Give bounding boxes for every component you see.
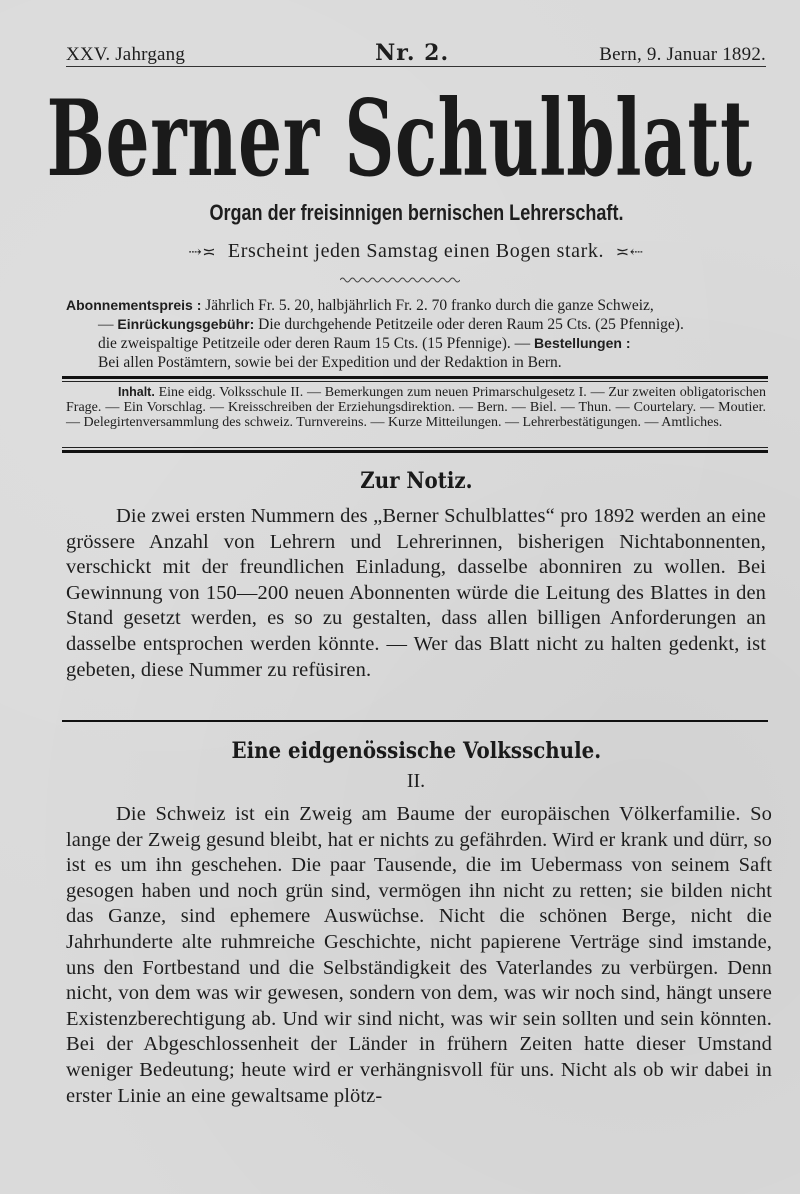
article-body [66, 802, 772, 1109]
fee-line-2 [66, 334, 766, 353]
fee-line [66, 315, 766, 334]
article-paragraph: Die Schweiz ist ein Zweig am Baume der europäischen Völkerfamilie. So lange der Zweig gesund bleibt, hat er nichts zu gefährden. Wird er krank und dürr, so ist es um ihn geschehen. Die paar Tausende, die im Uebermass von seinem Saft gesogen haben und noch grün sind, vermögen ihn nicht zu retten; sie bilden nicht das Ganze, sind ephemere Auswüchse. Nicht die schönen Berge, nicht die Jahrhunderte alte ruhmreiche Geschichte, nicht papierene Verträge sind imstande, uns den Fortbestand und die Selbständigkeit des Vaterlandes zu verbürgen. Denn nicht, von dem was wir gewesen, sondern von dem, was wir noch sind, hängt unsere Existenzberechtigung ab. Und wir sind nicht, was wir sein sollten und sein könnten. Bei der Abgeschlossenheit der Länder in frühern Zeiten hatte dieser Umstand weniger Bedeutung; heute wird er verhängnisvoll für uns. Nicht als ob wir dabei in erster Linie an eine gewaltsame plötz- [66, 803, 772, 1107]
subscription-info [66, 296, 766, 372]
orders-text: Bei allen Postämtern, sowie bei der Expedition und der Redaktion in Bern. [98, 354, 562, 371]
ornament-right-icon: ≍⇠ [615, 244, 644, 261]
place-date: Bern, 9. Januar 1892. [599, 44, 766, 65]
notiz-heading [66, 468, 766, 494]
contents-text: Eine eidg. Volksschule II. — Bemerkungen zum neuen Primarschulgesetz I. — Zur zweiten obligatorischen Frage. — Ein Vorschlag. — Kreisschreiben der Erziehungsdirektion. — Bern. — Biel. — Thun. — Courtelary. — Moutier. — Delegirtenversammlung des schweiz. Turnvereins. — Kurze Mitteilungen. — Lehrerbestätigungen. — Amtliches. [66, 385, 767, 430]
price-text: Jährlich Fr. 5. 20, halbjährlich Fr. 2. 70 franko durch die ganze Schweiz, [205, 297, 654, 314]
volume-label: XXV. Jahrgang [66, 44, 186, 65]
orders-label: Bestellungen : [534, 335, 631, 351]
issue-number: Nr. 2. [375, 40, 450, 66]
ornament-left-icon: ⇢≍ [188, 244, 217, 261]
wavy-divider-icon [340, 276, 460, 284]
fee-text: Die durchgehende Petitzeile oder deren Raum 25 Cts. (25 Pfennige). [258, 316, 684, 333]
double-rule-top [62, 376, 768, 382]
price-label: Abonnementspreis : [66, 297, 202, 313]
section-separator [62, 720, 768, 722]
masthead [0, 76, 800, 200]
masthead-subtitle [66, 200, 766, 226]
subtitle-text: Organ der freisinnigen bernischen Lehrerschaft. [208, 200, 624, 225]
notiz-body [66, 504, 766, 683]
tagline-text: Erscheint jeden Samstag einen Bogen stark. [227, 240, 605, 262]
table-of-contents [66, 385, 766, 430]
masthead-title: Berner Schulblatt [46, 76, 754, 200]
fee-text-2: die zweispaltige Petitzeile oder deren Raum 15 Cts. (15 Pfennige). — [98, 335, 531, 352]
article-heading-text: Eine eidgenössische Volksschule. [231, 738, 601, 764]
double-rule-bottom [62, 447, 768, 453]
contents-label: Inhalt. [118, 385, 155, 399]
article-part-number: II. [406, 770, 426, 792]
notiz-paragraph: Die zwei ersten Nummern des „Berner Schulblattes“ pro 1892 werden an eine grössere Anzahl von Lehrern und Lehrerinnen, bisherigen Nichtabonnenten, verschickt mit der freundlichen Einladung, dasselbe abonniren zu wollen. Bei Gewinnung von 150—200 neuen Abonnenten würde die Leitung des Blattes in den Stand gesetzt werden, es so zu gestalten, dass allen billigen Anforderungen an dasselbe entsprochen werden könnte. — Wer das Blatt nicht zu halten gedenkt, ist gebeten, diese Nummer zu refüsiren. [66, 505, 766, 681]
article-heading [66, 738, 766, 764]
notiz-heading-text: Zur Notiz. [359, 468, 473, 494]
fee-label: Einrückungsgebühr: [117, 316, 255, 332]
masthead-tagline [66, 240, 766, 263]
issue-header [66, 40, 766, 67]
fee-dash: — [98, 316, 114, 333]
